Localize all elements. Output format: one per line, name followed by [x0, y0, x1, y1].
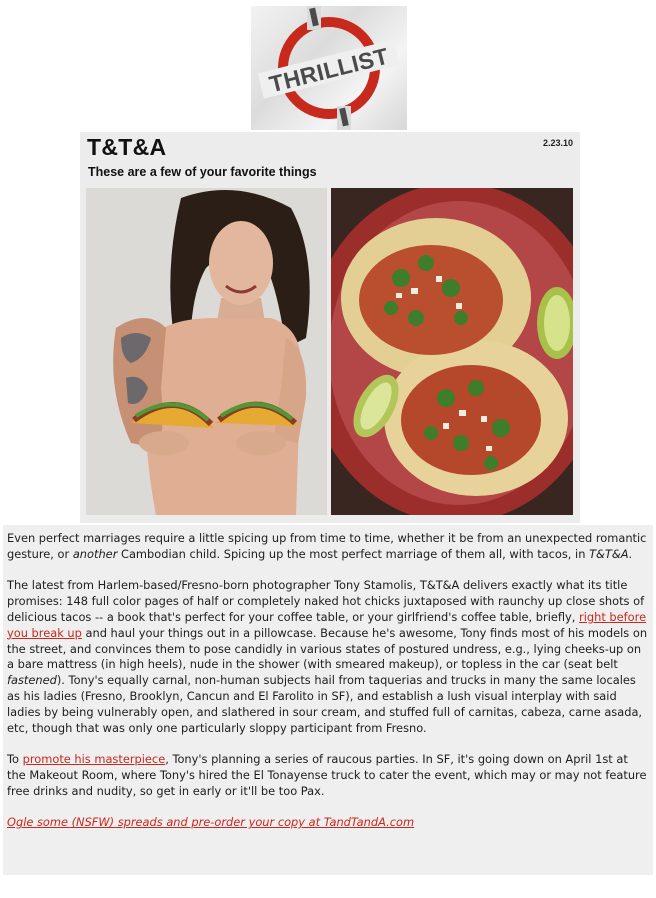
emphasis-text: another [72, 546, 118, 561]
paragraph-text: Even perfect marriages require a little spicing up from time to time, whether it be from an unexpected romantic gesture, or [7, 531, 647, 561]
paragraph-text: ). Tony's equally carnal, non-human subjects hail from taquerias and trucks in many the same locales as his ladies (Fresno, Brooklyn, Cancun and El Farolito in SF), and establish a lush visual interplay with said ladies by being vulnerably open, and slathered in sour cream, and stuffed full of carnitas, cabeza, carne asada, etc, though that was only one particularly sloppy participant from Fresno. [7, 673, 643, 735]
paragraph-text: and haul your things out in a pillowcase. Because he's awesome, Tony finds most of his models on the street, and convinces them to pose candidly in various states of postured undress, e.g., lying cheeks-up on a bare mattress (in high heels), nude in the shower (with smeared makeup), or topless in the car (seat belt [7, 625, 648, 672]
feature-card [80, 132, 580, 523]
feature-title: T&T&A [87, 134, 167, 160]
paragraph-text: . [628, 546, 633, 561]
feature-date: 2.23.10 [542, 138, 573, 148]
emphasis-text: fastened [7, 673, 57, 688]
tacos-photo [331, 188, 573, 515]
paragraph-cta [7, 815, 649, 831]
paragraph-text: The latest from Harlem-based/Fresno-born photographer Tony Stamolis, T&T&A delivers exactly what its title promises: 148 full color pages of half or completely naked hot chicks juxtaposed with raunchy up close shots of delicious tacos -- a book that's perfect for your coffee table, or your girlfriend's coffee table, briefly, [7, 578, 645, 624]
masterpiece-link[interactable]: promote his masterpiece [22, 752, 166, 767]
model-photo [86, 188, 327, 515]
thrillist-logo[interactable] [251, 6, 407, 130]
logo-text: THRILLIST [266, 42, 392, 98]
article-body [3, 525, 653, 831]
thrillist-logo-mark [251, 6, 407, 130]
book-title-text: T&T&A [589, 546, 629, 561]
preorder-link[interactable]: Ogle some (NSFW) spreads and pre-order your copy at TandTandA.com [7, 815, 415, 830]
paragraph-text: To [7, 752, 23, 767]
break-up-link[interactable]: right before you break up [7, 609, 647, 640]
feature-subtitle: These are a few of your favorite things [88, 165, 317, 179]
paragraph-text: , Tony's planning a series of raucous parties. In SF, it's going down on April 1st at the Makeout Room, where Tony's hired the El Tonayense truck to cater the event, which may or may not feature free drinks and nudity, so get in early or it'll be too Pax. [7, 752, 647, 798]
paragraph-intro [7, 531, 649, 563]
article [3, 525, 653, 875]
paragraph-text: Cambodian child. Spicing up the most perfect marriage of them all, with tacos, in [117, 546, 590, 561]
paragraph-details [7, 578, 649, 736]
paragraph-parties [7, 752, 649, 799]
